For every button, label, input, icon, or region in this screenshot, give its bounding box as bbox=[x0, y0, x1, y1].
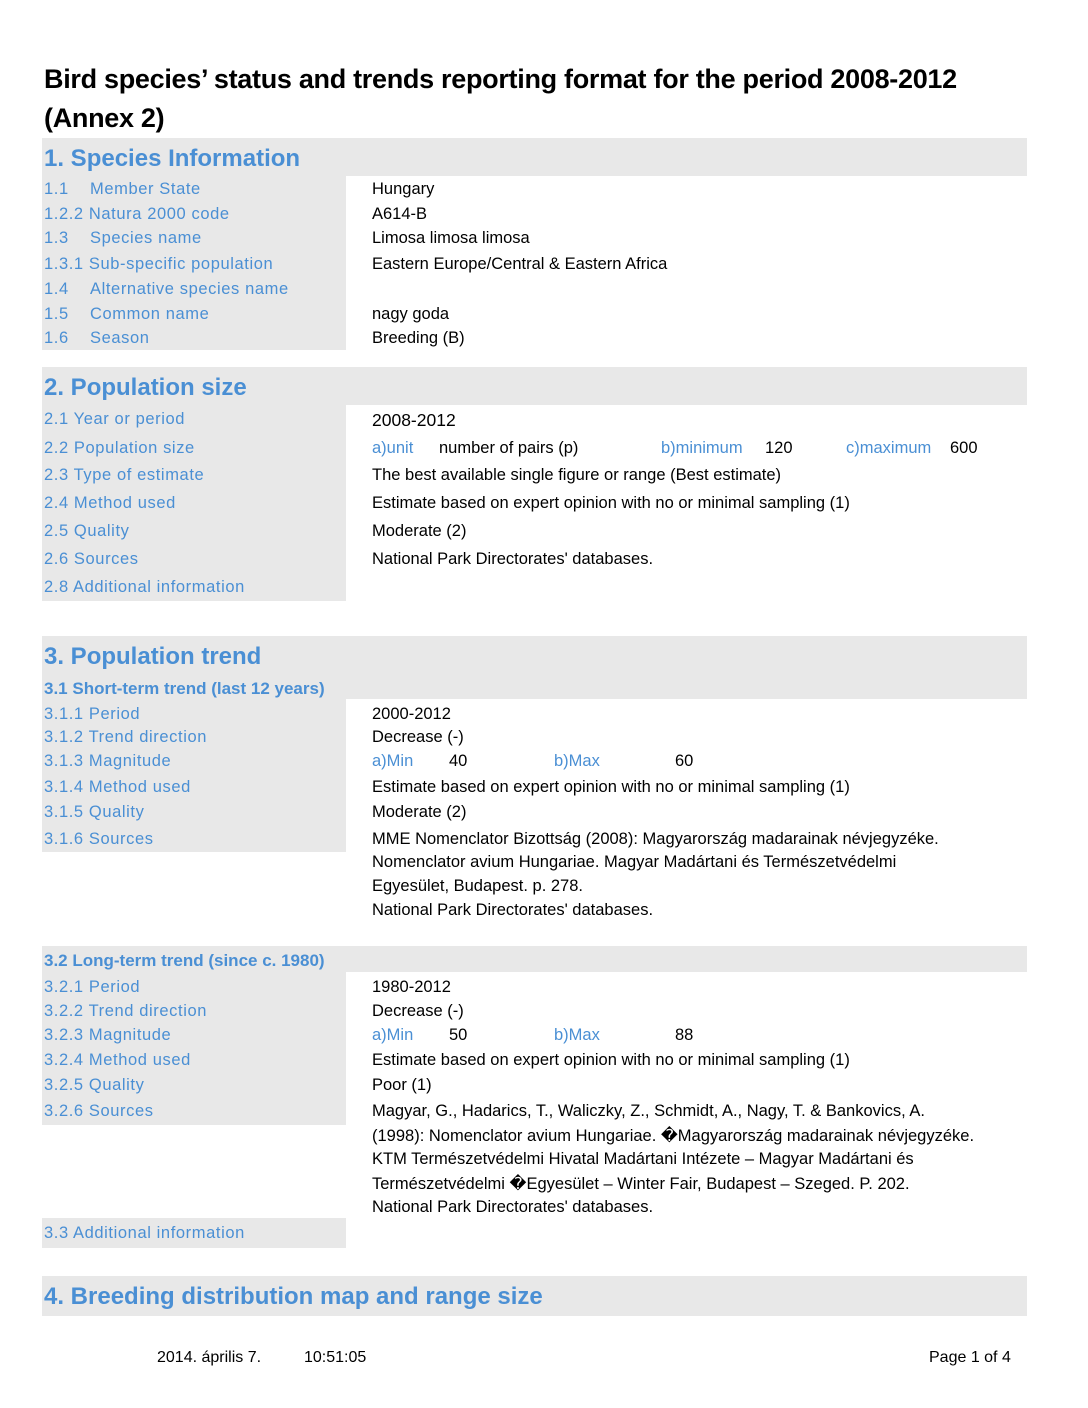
species-info-label-season: 1.6 Season bbox=[44, 329, 150, 347]
species-info-value-natura-code: A614-B bbox=[372, 205, 428, 223]
long-term-direction-label: 3.2.2 Trend direction bbox=[44, 1002, 208, 1020]
population-sources-label: 2.6 Sources bbox=[44, 550, 139, 568]
short-term-direction-label: 3.1.2 Trend direction bbox=[44, 728, 208, 746]
short-term-period-label: 3.1.1 Period bbox=[44, 705, 141, 723]
long-term-source-line: (1998): Nomenclator avium Hungariae. �Magyarország madarainak névjegyzéke. bbox=[372, 1127, 975, 1145]
section-3-heading: 3. Population trend bbox=[42, 636, 1027, 678]
population-year-label: 2.1 Year or period bbox=[44, 410, 186, 428]
short-term-direction-value: Decrease (-) bbox=[372, 728, 464, 746]
short-term-quality-label: 3.1.5 Quality bbox=[44, 803, 145, 821]
short-term-method-value: Estimate based on expert opinion with no or minimal sampling (1) bbox=[372, 778, 850, 796]
long-term-magnitude-label: 3.2.3 Magnitude bbox=[44, 1026, 172, 1044]
section-2-heading: 2. Population size bbox=[42, 367, 1027, 405]
short-term-magnitude-label: 3.1.3 Magnitude bbox=[44, 752, 172, 770]
species-info-label-natura-code: 1.2.2 Natura 2000 code bbox=[44, 205, 230, 223]
species-info-label-common-name: 1.5 Common name bbox=[44, 305, 210, 323]
section-4-heading: 4. Breeding distribution map and range size bbox=[42, 1276, 1027, 1316]
short-term-max-value: 60 bbox=[675, 752, 694, 770]
long-term-source-line: National Park Directorates' databases. bbox=[372, 1198, 654, 1216]
long-term-sources-label: 3.2.6 Sources bbox=[44, 1102, 154, 1120]
long-term-min-label: a)Min bbox=[372, 1026, 414, 1044]
population-unit-value: number of pairs (p) bbox=[439, 439, 579, 457]
population-quality-value: Moderate (2) bbox=[372, 522, 467, 540]
species-info-value-species-name: Limosa limosa limosa bbox=[372, 229, 530, 247]
species-info-value-member-state: Hungary bbox=[372, 180, 435, 198]
short-term-min-label: a)Min bbox=[372, 752, 414, 770]
long-term-method-value: Estimate based on expert opinion with no or minimal sampling (1) bbox=[372, 1051, 850, 1069]
short-term-period-value: 2000-2012 bbox=[372, 705, 451, 723]
population-size-label: 2.2 Population size bbox=[44, 439, 195, 457]
population-unit-label: a)unit bbox=[372, 439, 414, 457]
population-minimum-value: 120 bbox=[765, 439, 793, 457]
species-info-label-species-name: 1.3 Species name bbox=[44, 229, 202, 247]
footer-date: 2014. április 7. bbox=[157, 1349, 262, 1366]
population-minimum-label: b)minimum bbox=[661, 439, 743, 457]
trend-additional-info-label: 3.3 Additional information bbox=[44, 1224, 245, 1242]
long-term-max-label: b)Max bbox=[554, 1026, 600, 1044]
long-term-max-value: 88 bbox=[675, 1026, 694, 1044]
long-term-quality-label: 3.2.5 Quality bbox=[44, 1076, 145, 1094]
species-info-label-alternative-name: 1.4 Alternative species name bbox=[44, 280, 289, 298]
short-term-min-value: 40 bbox=[449, 752, 468, 770]
species-info-value-common-name: nagy goda bbox=[372, 305, 450, 323]
population-maximum-label: c)maximum bbox=[846, 439, 932, 457]
long-term-source-line: Természetvédelmi �Egyesület – Winter Fair, Budapest – Szeged. P. 202. bbox=[372, 1175, 910, 1193]
long-term-trend-heading: 3.2 Long-term trend (since c. 1980) bbox=[42, 946, 1027, 972]
population-method-label: 2.4 Method used bbox=[44, 494, 176, 512]
long-term-quality-value: Poor (1) bbox=[372, 1076, 432, 1094]
footer-time: 10:51:05 bbox=[304, 1349, 367, 1366]
long-term-source-line: KTM Természetvédelmi Hivatal Madártani Intézete – Magyar Madártani és bbox=[372, 1150, 914, 1168]
short-term-source-line: Egyesület, Budapest. p. 278. bbox=[372, 877, 583, 895]
estimate-type-label: 2.3 Type of estimate bbox=[44, 466, 205, 484]
species-info-label-sub-population: 1.3.1 Sub-specific population bbox=[44, 255, 274, 273]
long-term-direction-value: Decrease (-) bbox=[372, 1002, 464, 1020]
long-term-source-line: Magyar, G., Hadarics, T., Waliczky, Z., Schmidt, A., Nagy, T. & Bankovics, A. bbox=[372, 1102, 925, 1120]
short-term-source-line: National Park Directorates' databases. bbox=[372, 901, 654, 919]
species-info-value-sub-population: Eastern Europe/Central & Eastern Africa bbox=[372, 255, 668, 273]
short-term-sources-label: 3.1.6 Sources bbox=[44, 830, 154, 848]
estimate-type-value: The best available single figure or range (Best estimate) bbox=[372, 466, 782, 484]
short-term-trend-heading: 3.1 Short-term trend (last 12 years) bbox=[42, 678, 1027, 699]
population-quality-label: 2.5 Quality bbox=[44, 522, 130, 540]
population-method-value: Estimate based on expert opinion with no or minimal sampling (1) bbox=[372, 494, 850, 512]
long-term-period-value: 1980-2012 bbox=[372, 978, 451, 996]
short-term-quality-value: Moderate (2) bbox=[372, 803, 467, 821]
long-term-period-label: 3.2.1 Period bbox=[44, 978, 141, 996]
document-title: Bird species’ status and trends reporting format for the period 2008-2012 (Annex 2) bbox=[44, 64, 957, 133]
population-additional-info-label: 2.8 Additional information bbox=[44, 578, 245, 596]
section-1-heading: 1. Species Information bbox=[42, 138, 1027, 176]
short-term-method-label: 3.1.4 Method used bbox=[44, 778, 191, 796]
population-maximum-value: 600 bbox=[950, 439, 978, 457]
population-year-value: 2008-2012 bbox=[372, 410, 456, 430]
short-term-max-label: b)Max bbox=[554, 752, 600, 770]
long-term-min-value: 50 bbox=[449, 1026, 468, 1044]
species-info-value-season: Breeding (B) bbox=[372, 329, 465, 347]
long-term-method-label: 3.2.4 Method used bbox=[44, 1051, 191, 1069]
short-term-source-line: Nomenclator avium Hungariae. Magyar Madártani és Természetvédelmi bbox=[372, 853, 897, 871]
short-term-source-line: MME Nomenclator Bizottság (2008): Magyarország madarainak névjegyzéke. bbox=[372, 830, 939, 848]
footer-page-number: Page 1 of 4 bbox=[929, 1349, 1011, 1366]
population-sources-value: National Park Directorates' databases. bbox=[372, 550, 654, 568]
species-info-label-member-state: 1.1 Member State bbox=[44, 180, 201, 198]
